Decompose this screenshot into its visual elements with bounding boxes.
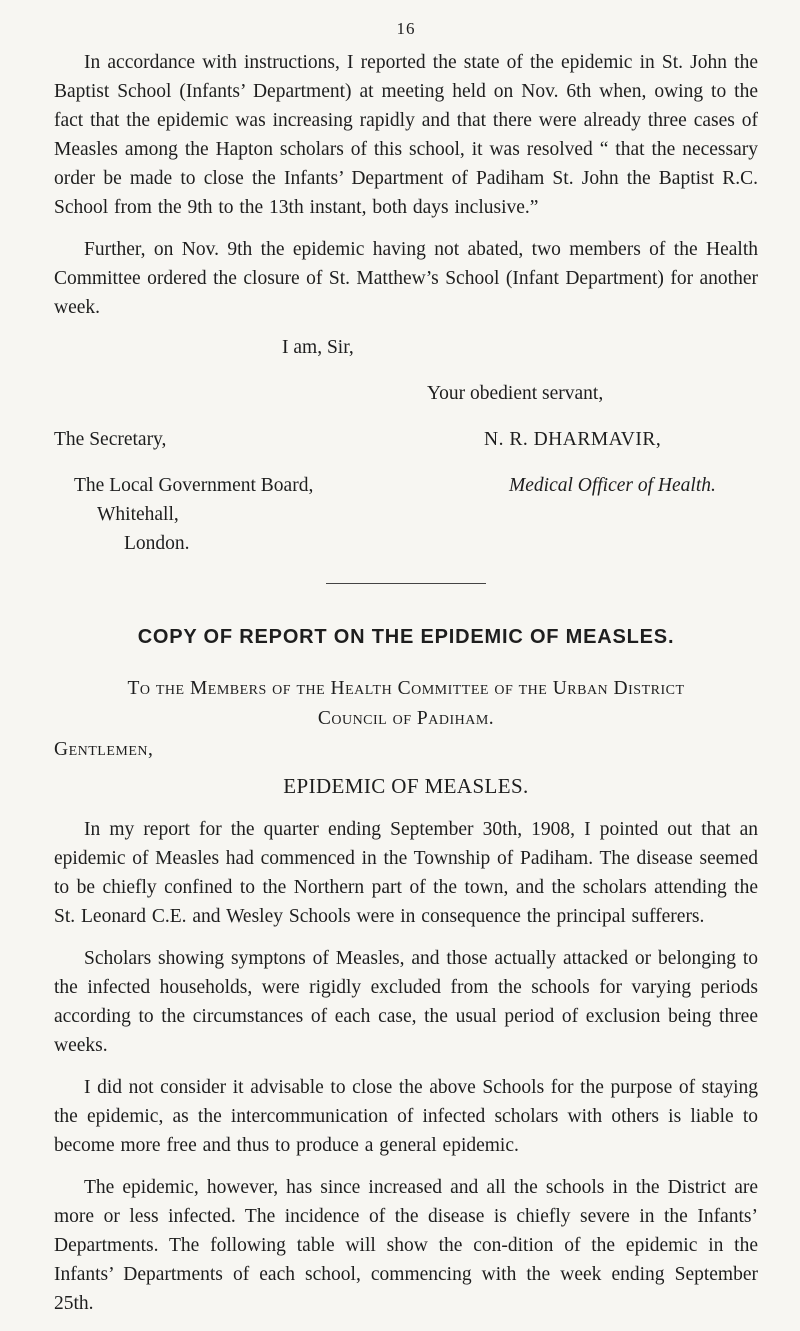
closing-line-2: Your obedient servant, [427, 383, 604, 404]
document-page [54, 14, 758, 1331]
section-title: EPIDEMIC OF MEASLES. [283, 774, 529, 798]
addressee-line-4: London. [124, 533, 190, 554]
letter-closing [54, 333, 758, 425]
signature-title: Medical Officer of Health. [509, 475, 716, 496]
report-paragraph-2: Scholars showing symptons of Measles, and those actually attacked or belonging to the infected households, were rigidly excluded from the schools for varying periods according to the circumstances of each case, the usual period of exclusion being three weeks. [54, 948, 758, 1056]
address-and-signature [54, 425, 758, 575]
section-divider [326, 583, 486, 584]
salutation: Gentlemen, [54, 739, 154, 760]
report-address-line-1: To the Members of the Health Committee of the Urban District [127, 678, 685, 699]
letter-paragraph-2: Further, on Nov. 9th the epidemic having not abated, two members of the Health Committee ordered the closure of St. Matthew’s School (Infant Department) for another week. [54, 239, 758, 318]
letter-paragraph-1: In accordance with instructions, I reported the state of the epidemic in St. John the Baptist School (Infants’ Department) at meeting held on Nov. 6th when, owing to the fact that the epidemic was increasing rapidly and that there were already three cases of Measles among the Hapton scholars of this school, it was resolved “ that the necessary order be made to close the Infants’ Department of Padiham St. John the Baptist R.C. School from the 9th to the 13th instant, both days inclusive.” [54, 52, 758, 218]
page-number: 16 [396, 19, 416, 38]
report-paragraph-3: I did not consider it advisable to close the above Schools for the purpose of staying the epidemic, as the intercommunication of infected scholars with others is liable to become more free and thus to produce a general epidemic. [54, 1077, 758, 1156]
report-paragraph-1: In my report for the quarter ending September 30th, 1908, I pointed out that an epidemic of Measles had commenced in the Township of Padiham. The disease seemed to be chiefly confined to the Northern part of the town, and the scholars attending the St. Leonard C.E. and Wesley Schools were in consequence the principal sufferers. [54, 819, 758, 927]
addressee-line-3: Whitehall, [97, 504, 179, 525]
report-paragraph-4: The epidemic, however, has since increased and all the schools in the District are more or less infected. The incidence of the disease is chiefly severe in the Infants’ Departments. The following table will show the con-dition of the epidemic in the Infants’ Departments of each school, commencing with the week ending September 25th. [54, 1177, 758, 1314]
signature-name: N. R. DHARMAVIR, [484, 429, 662, 450]
report-address [54, 674, 758, 734]
report-address-line-2: Council of Padiham. [317, 708, 495, 729]
report-heading: COPY OF REPORT ON THE EPIDEMIC OF MEASLES. [137, 626, 675, 648]
closing-line-1: I am, Sir, [282, 337, 354, 358]
addressee-line-1: The Secretary, [54, 429, 167, 450]
addressee-line-2: The Local Government Board, [74, 475, 314, 496]
